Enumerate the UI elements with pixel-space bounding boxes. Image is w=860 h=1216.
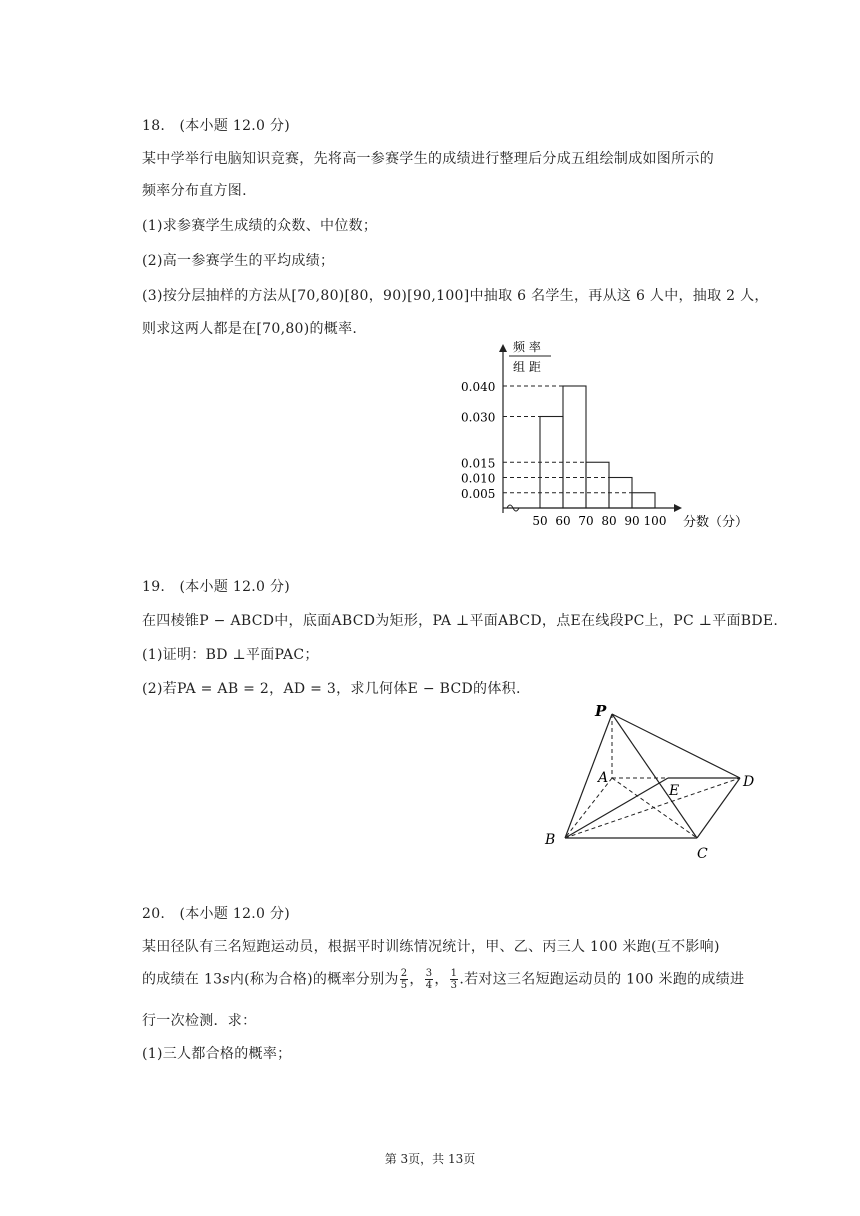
- histogram-bar: [586, 462, 609, 508]
- x-tick-label: 60: [555, 514, 571, 528]
- q20-line2-b: 内(称为合格)的概率分别为: [229, 971, 399, 988]
- histogram-bar: [632, 493, 655, 508]
- histogram-bar: [609, 478, 632, 509]
- frequency-histogram: [455, 338, 775, 538]
- q18-part1: (1)求参赛学生成绩的众数、中位数；: [142, 218, 378, 234]
- q20-line2-a: 的成绩在 13: [142, 971, 223, 988]
- edge-AC: [612, 778, 697, 838]
- q20-text-line2: 的成绩在 13s内(称为合格)的概率分别为 $\frac{2}{5}$ ， $\frac{3}{4}$ ， $\frac{1}{3}$ .若对这三名短跑运动员的 100 米跑的成绩进: [142, 968, 745, 991]
- label-E: E: [669, 783, 680, 799]
- q18-part2: (2)高一参赛学生的平均成绩；: [142, 253, 335, 269]
- y-tick-label: 0.015: [461, 456, 496, 471]
- q18-header: 18. (本小题 12.0 分): [142, 118, 291, 134]
- fraction-3-4: $\frac{3}{4}$: [425, 968, 433, 991]
- q20-text-line1: 某田径队有三名短跑运动员，根据平时训练情况统计，甲、乙、丙三人 100 米跑(互不影响): [142, 939, 720, 955]
- label-A: A: [598, 770, 609, 786]
- edge-AB: [565, 778, 612, 838]
- ylabel-top: 频 率: [513, 340, 541, 354]
- histogram-bar: [563, 386, 586, 508]
- ylabel-bottom: 组 距: [513, 360, 541, 374]
- q18-text-line2: 频率分布直方图.: [142, 183, 247, 199]
- q20-header: 20. (本小题 12.0 分): [142, 906, 291, 922]
- edge-CD: [697, 778, 740, 838]
- q20-line2-c: .若对这三名短跑运动员的 100 米跑的成绩进: [459, 971, 745, 988]
- y-tick-label: 0.005: [461, 486, 496, 501]
- label-B: B: [545, 832, 556, 848]
- pyramid-figure: [535, 698, 765, 868]
- q18-part3-cont: 则求这两人都是在[70,80)的概率.: [142, 321, 358, 337]
- q19-text-line1: 在四棱锥P − ABCD中，底面ABCD为矩形，PA ⊥平面ABCD，点E在线段PC上，PC ⊥平面BDE.: [142, 613, 779, 629]
- fraction-1-3: $\frac{1}{3}$: [450, 968, 458, 991]
- x-tick-label: 70: [578, 514, 594, 528]
- y-tick-label: 0.040: [461, 380, 496, 394]
- y-tick-label: 0.010: [461, 471, 496, 486]
- x-tick-label: 50: [532, 514, 548, 528]
- q20-text-line3: 行一次检测．求：: [142, 1013, 257, 1029]
- y-tick-label: 0.030: [461, 410, 496, 425]
- edge-PC: [612, 714, 697, 838]
- q19-part2: (2)若PA = AB = 2，AD = 3，求几何体E − BCD的体积.: [142, 681, 521, 697]
- x-tick-label: 90: [624, 514, 640, 528]
- fraction-2-5: $\frac{2}{5}$: [400, 968, 408, 991]
- x-tick-label: 80: [601, 514, 617, 528]
- q18-text-line1: 某中学举行电脑知识竞赛，先将高一参赛学生的成绩进行整理后分成五组绘制成如图所示的: [142, 151, 714, 167]
- q19-header: 19. (本小题 12.0 分): [142, 579, 291, 595]
- q20-unit-s: s: [222, 971, 230, 988]
- x-axis-label: 分数（分）: [683, 515, 749, 530]
- edge-PD: [612, 714, 740, 778]
- x-axis-arrow: [674, 504, 682, 512]
- label-P: P: [595, 702, 607, 720]
- y-axis-arrow: [499, 344, 507, 352]
- q18-part3: (3)按分层抽样的方法从[70,80)[80，90)[90,100]中抽取 6 名学生，再从这 6 人中，抽取 2 人，: [142, 288, 769, 304]
- x-tick-label: 100: [643, 514, 667, 528]
- q20-part1: (1)三人都合格的概率；: [142, 1046, 292, 1062]
- label-C: C: [697, 846, 708, 862]
- page-footer: 第 3页，共 13页: [384, 1152, 476, 1166]
- label-D: D: [743, 774, 755, 790]
- q19-part1: (1)证明：BD ⊥平面PAC；: [142, 647, 319, 663]
